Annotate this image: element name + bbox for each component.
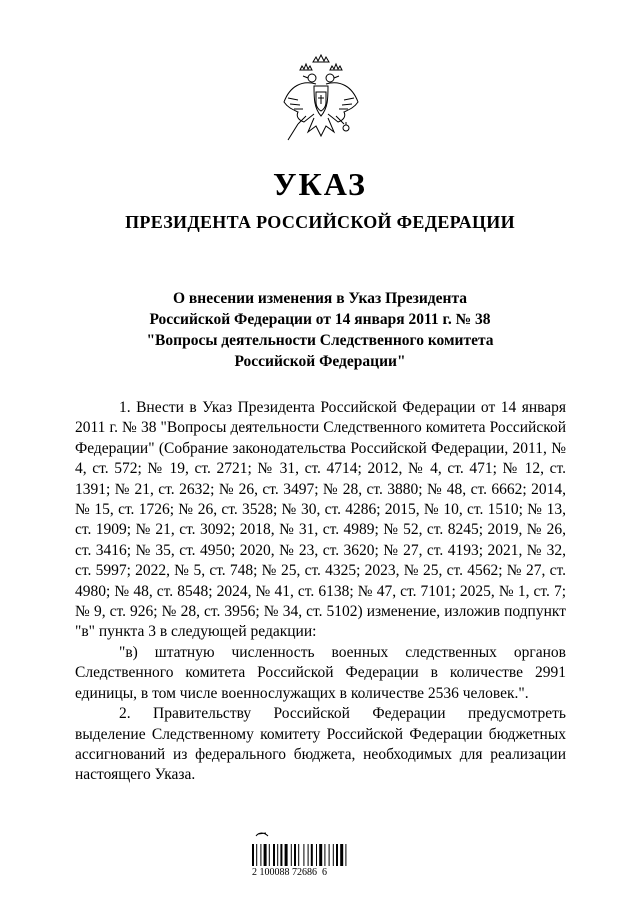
- decree-heading: [0, 288, 640, 372]
- barcode-number: 2 100088 72686 6: [252, 867, 327, 878]
- document-title: УКАЗ: [273, 166, 367, 202]
- paragraph-1: 1. Внести в Указ Президента Российской Федерации от 14 января 2011 г. № 38 "Вопросы деятельности Следственного комитета Российской Федерации" (Собрание законодательства Российской Федерации, 2011, № 4, ст. 572; № 19, ст. 2721; № 31, ст. 4714; 2012, № 4, ст. 471; № 12, ст. 1391; № 21, ст. 2632; № 26, ст. 3497; № 28, ст. 3880; № 48, ст. 6662; 2014, № 15, ст. 1726; № 26, ст. 3528; № 30, ст. 4286; 2015, № 10, ст. 1510; № 13, ст. 1909; № 21, ст. 3092; 2018, № 31, ст. 4989; № 52, ст. 8245; 2019, № 26, ст. 3416; № 35, ст. 4950; 2020, № 23, ст. 3620; № 27, ст. 4193; 2021, № 32, ст. 5997; 2022, № 5, ст. 748; № 25, ст. 4325; 2023, № 25, ст. 4562; № 27, ст. 4980; № 48, ст. 8548; 2024, № 41, ст. 6138; № 47, ст. 7101; 2025, № 1, ст. 7; № 9, ст. 926; № 28, ст. 3956; № 34, ст. 5102) изменение, изложив подпункт "в" пункта 3 в следующей редакции:: [75, 399, 566, 641]
- heading-line: "Вопросы деятельности Следственного комитета: [146, 332, 494, 349]
- heading-line: Российской Федерации": [234, 353, 406, 370]
- heading-line: Российской Федерации от 14 января 2011 г. № 38: [149, 311, 491, 328]
- paragraph-quote: "в) штатную численность военных следственных органов Следственного комитета Российской Федерации в количестве 2991 единицы, в том числе военнослужащих в количестве 2536 человек.".: [75, 643, 566, 702]
- document-subtitle: ПРЕЗИДЕНТА РОССИЙСКОЙ ФЕДЕРАЦИИ: [125, 212, 515, 232]
- coat-of-arms-icon: [280, 52, 362, 150]
- paragraph-2: 2. Правительству Российской Федерации предусмотреть выделение Следственному комитету Российской Федерации бюджетных ассигнований из федерального бюджета, необходимых для реализации настоящего Указа.: [75, 705, 566, 784]
- heading-line: О внесении изменения в Указ Президента: [172, 290, 468, 307]
- decree-body: [75, 398, 566, 786]
